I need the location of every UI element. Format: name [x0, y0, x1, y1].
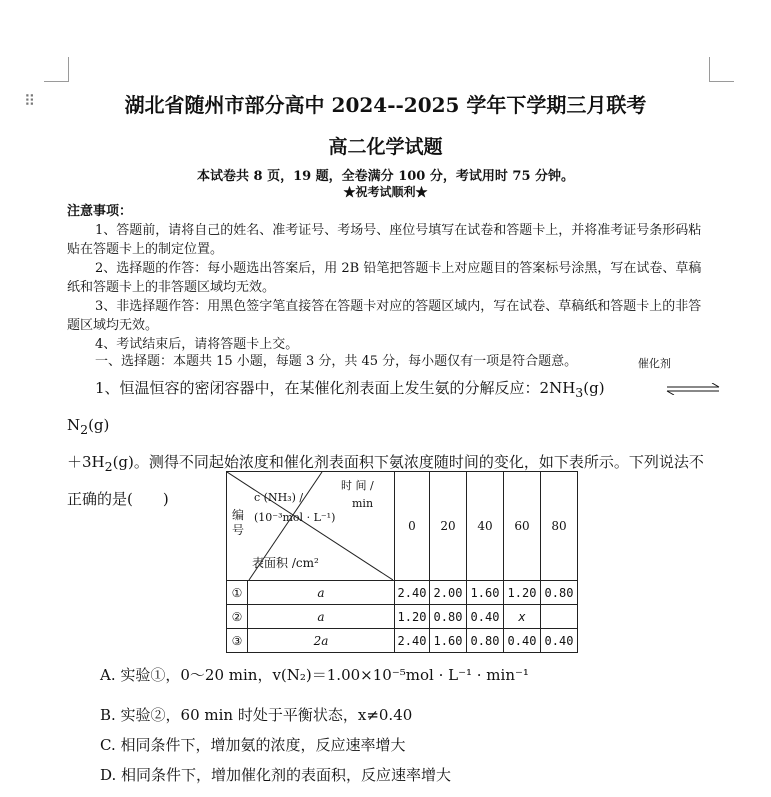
exam-subtitle: 高二化学试题 — [328, 136, 443, 158]
exam-title: 湖北省随州市部分高中 2024--2025 学年下学期三月联考 — [124, 93, 647, 117]
corner-id-label: 编号 — [232, 508, 245, 537]
row-area: 2a — [248, 629, 395, 653]
page-corner-mark-right — [709, 57, 734, 82]
time-header: 40 — [467, 472, 504, 581]
table-row — [227, 629, 578, 653]
cell: 1.60 — [467, 581, 504, 605]
row-id: ③ — [227, 629, 248, 653]
table-corner-cell — [227, 472, 395, 581]
cell: 1.20 — [395, 605, 430, 629]
instructions-heading: 注意事项： — [67, 204, 133, 219]
row-area: a — [248, 605, 395, 629]
section-heading: 一、选择题：本题共 15 小题，每题 3 分，共 45 分，每小题仅有一项是符合题意。 — [95, 354, 578, 369]
question-text-2: N — [67, 416, 81, 434]
data-table — [226, 471, 578, 653]
exam-wish: ★祝考试顺利★ — [343, 185, 428, 199]
equilibrium-arrow-icon — [637, 372, 721, 405]
row-id: ② — [227, 605, 248, 629]
cell: 0.40 — [467, 605, 504, 629]
instruction-item: 3、非选择题作答：用黑色签字笔直接答在答题卡对应的答题区域内，写在试卷、草稿纸和答题卡上的非答题区域均无效。 — [67, 299, 702, 333]
cell: 0.80 — [467, 629, 504, 653]
question-text-1: 1、恒温恒容的密闭容器中，在某催化剂表面上发生氨的分解反应：2NH — [95, 379, 576, 397]
cell: 0.40 — [504, 629, 541, 653]
option-d[interactable]: D. 相同条件下，增加催化剂的表面积，反应速率增大 — [100, 766, 452, 784]
cell — [541, 605, 578, 629]
time-header: 60 — [504, 472, 541, 581]
cell: 2.40 — [395, 581, 430, 605]
instruction-item: 4、考试结束后，请将答题卡上交。 — [95, 337, 299, 352]
cell: 0.80 — [430, 605, 467, 629]
table-row — [227, 581, 578, 605]
row-area: a — [248, 581, 395, 605]
table-row — [227, 605, 578, 629]
cell: x — [504, 605, 541, 629]
option-b[interactable]: B. 实验②，60 min 时处于平衡状态，x≠0.40 — [100, 706, 413, 724]
cell: 2.40 — [395, 629, 430, 653]
corner-conc-unit: (10⁻³mol · L⁻¹) — [254, 511, 336, 524]
page-corner-mark-left — [44, 57, 69, 82]
question-text-3b: (g)。测得不同起始浓度和催化剂表面积下氨浓度随时间的变化，如下表所示。下列说法不正确的是( ) — [67, 453, 704, 508]
reaction-arrow — [609, 357, 671, 405]
question-text-2b: (g) — [88, 416, 110, 434]
cell: 2.00 — [430, 581, 467, 605]
exam-meta: 本试卷共 8 页，19 题，全卷满分 100 分，考试用时 75 分钟。 — [196, 169, 575, 184]
cell: 1.20 — [504, 581, 541, 605]
answer-options — [100, 664, 529, 785]
cell: 1.60 — [430, 629, 467, 653]
question-text-3: ＋3H — [67, 453, 105, 471]
time-header: 80 — [541, 472, 578, 581]
corner-area-label: 表面积 /cm² — [252, 556, 319, 570]
time-header: 20 — [430, 472, 467, 581]
instructions — [67, 202, 713, 354]
time-header: 0 — [395, 472, 430, 581]
option-c[interactable]: C. 相同条件下，增加氨的浓度，反应速率增大 — [100, 736, 406, 754]
subscript: 2 — [80, 422, 89, 437]
cell: 0.80 — [541, 581, 578, 605]
drag-handle-icon[interactable]: ⠿ — [24, 92, 34, 110]
row-id: ① — [227, 581, 248, 605]
instruction-item: 2、选择题的作答：每小题选出答案后，用 2B 铅笔把答题卡上对应题目的答案标号涂黑，写在试卷、草稿纸和答题卡上的非答题区域均无效。 — [67, 261, 702, 295]
question-text-1b: (g) — [583, 379, 605, 397]
instruction-item: 1、答题前，请将自己的姓名、准考证号、考场号、座位号填写在试卷和答题卡上，并将准考证号条形码粘贴在答题卡上的制定位置。 — [67, 223, 702, 257]
corner-time-label: 时 间 / — [341, 479, 374, 492]
corner-time-unit: min — [352, 497, 374, 510]
subscript: 2 — [104, 459, 113, 474]
subscript: 3 — [575, 385, 584, 400]
option-a[interactable]: A. 实验①，0～20 min，v(N₂)＝1.00×10⁻⁵mol · L⁻¹ · min⁻¹ — [100, 666, 529, 684]
cell: 0.40 — [541, 629, 578, 653]
catalyst-label: 催化剂 — [637, 357, 671, 370]
corner-conc-label: c (NH₃) / — [254, 491, 304, 504]
